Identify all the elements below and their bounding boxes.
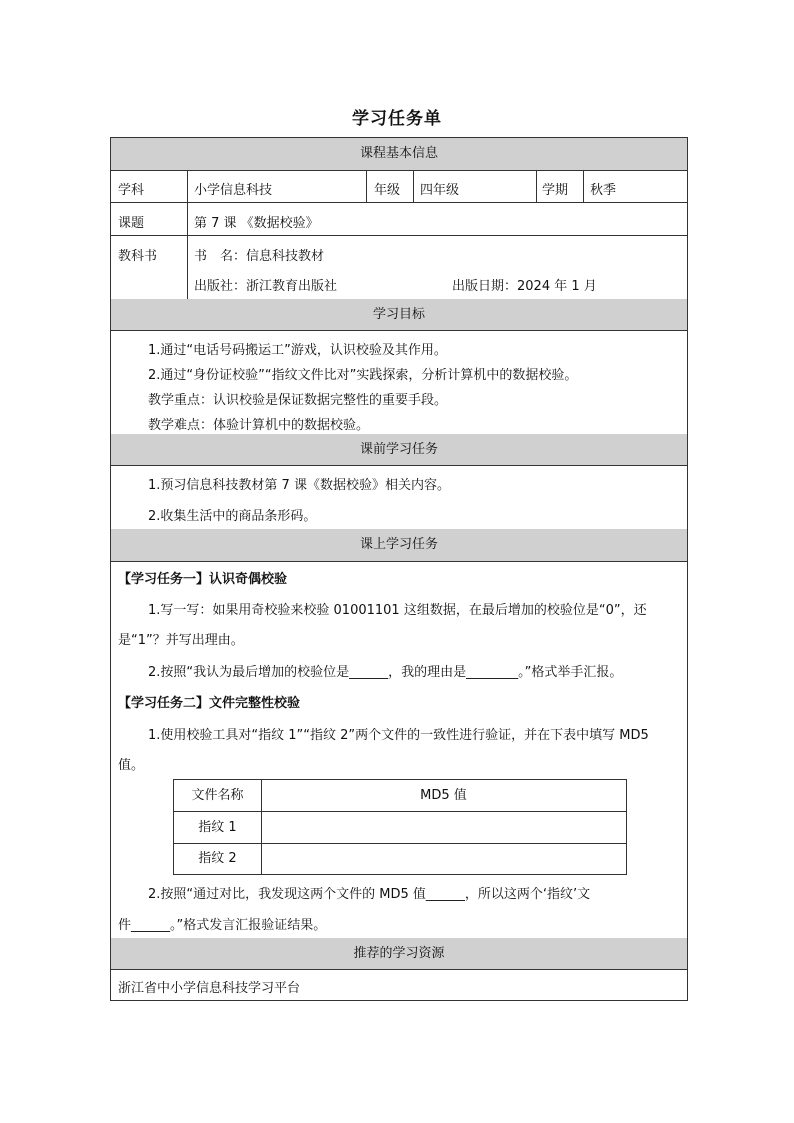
pre-task-item: 2.收集生活中的商品条形码。 (148, 509, 317, 524)
column-divider (536, 170, 537, 202)
task1-text: 是“1”？并写出理由。 (118, 633, 244, 648)
term-value: 秋季 (590, 183, 617, 198)
goal-item: 1.通过“电话号码搬运工”游戏，认识校验及其作用。 (148, 343, 447, 358)
term-label: 学期 (542, 183, 569, 198)
pre-task-item: 1.预习信息科技教材第 7 课《数据校验》相关内容。 (148, 478, 450, 493)
column-divider (413, 170, 414, 202)
publish-date: 出版日期：2024 年 1 月 (452, 279, 597, 294)
task2-text: 件______。”格式发言汇报验证结果。 (118, 918, 327, 933)
md5-table-row-name: 指纹 2 (198, 851, 237, 866)
lesson-label: 课题 (118, 216, 145, 231)
section-header-goals: 学习目标 (111, 299, 687, 331)
column-divider (583, 170, 584, 202)
grade-label: 年级 (374, 183, 401, 198)
row-divider (111, 202, 687, 203)
task2-text: 值。 (118, 758, 145, 773)
lesson-value: 第 7 课 《数据校验》 (194, 216, 319, 231)
book-name: 书 名：信息科技教材 (194, 249, 325, 264)
md5-table-header-md5: MD5 值 (420, 788, 467, 803)
task1-text: 1.写一写：如果用奇校验来校验 01001101 这组数据，在最后增加的校验位是“0”，还 (148, 603, 647, 618)
task2-title: 【学习任务二】文件完整性校验 (118, 696, 301, 711)
goal-difficult-point: 教学难点：体验计算机中的数据校验。 (148, 418, 370, 433)
task1-text: 2.按照“我认为最后增加的校验位是______，我的理由是________。”格式举手汇报。 (148, 665, 623, 680)
task2-text: 2.按照“通过对比，我发现这两个文件的 MD5 值______，所以这两个‘指纹’文 (148, 887, 591, 902)
column-divider (366, 170, 367, 202)
section-header-pre-class-tasks: 课前学习任务 (111, 434, 687, 466)
task1-title: 【学习任务一】认识奇偶校验 (118, 572, 288, 587)
grade-value: 四年级 (420, 183, 460, 198)
task2-text: 1.使用校验工具对“指纹 1”“指纹 2”两个文件的一致性进行验证，并在下表中填写 MD5 (148, 728, 649, 743)
textbook-label: 教科书 (118, 249, 158, 264)
resource-item: 浙江省中小学信息科技学习平台 (118, 981, 301, 996)
section-header-in-class-tasks: 课上学习任务 (111, 529, 687, 562)
md5-table-header-filename: 文件名称 (191, 788, 244, 803)
column-divider (261, 780, 262, 874)
subject-value: 小学信息科技 (194, 183, 273, 198)
goal-key-point: 教学重点：认识校验是保证数据完整性的重要手段。 (148, 393, 448, 408)
goal-item: 2.通过“身份证校验”“指纹文件比对”实践探索，分析计算机中的数据校验。 (148, 368, 578, 383)
task-sheet-table (110, 137, 688, 1001)
publisher: 出版社：浙江教育出版社 (194, 279, 338, 294)
row-divider (111, 235, 687, 236)
page-title: 学习任务单 (352, 109, 442, 129)
section-header-resources: 推荐的学习资源 (111, 938, 687, 970)
subject-label: 学科 (118, 183, 145, 198)
md5-table-row-name: 指纹 1 (198, 820, 237, 835)
section-header-basic-info: 课程基本信息 (111, 138, 687, 171)
md5-table (173, 779, 627, 875)
